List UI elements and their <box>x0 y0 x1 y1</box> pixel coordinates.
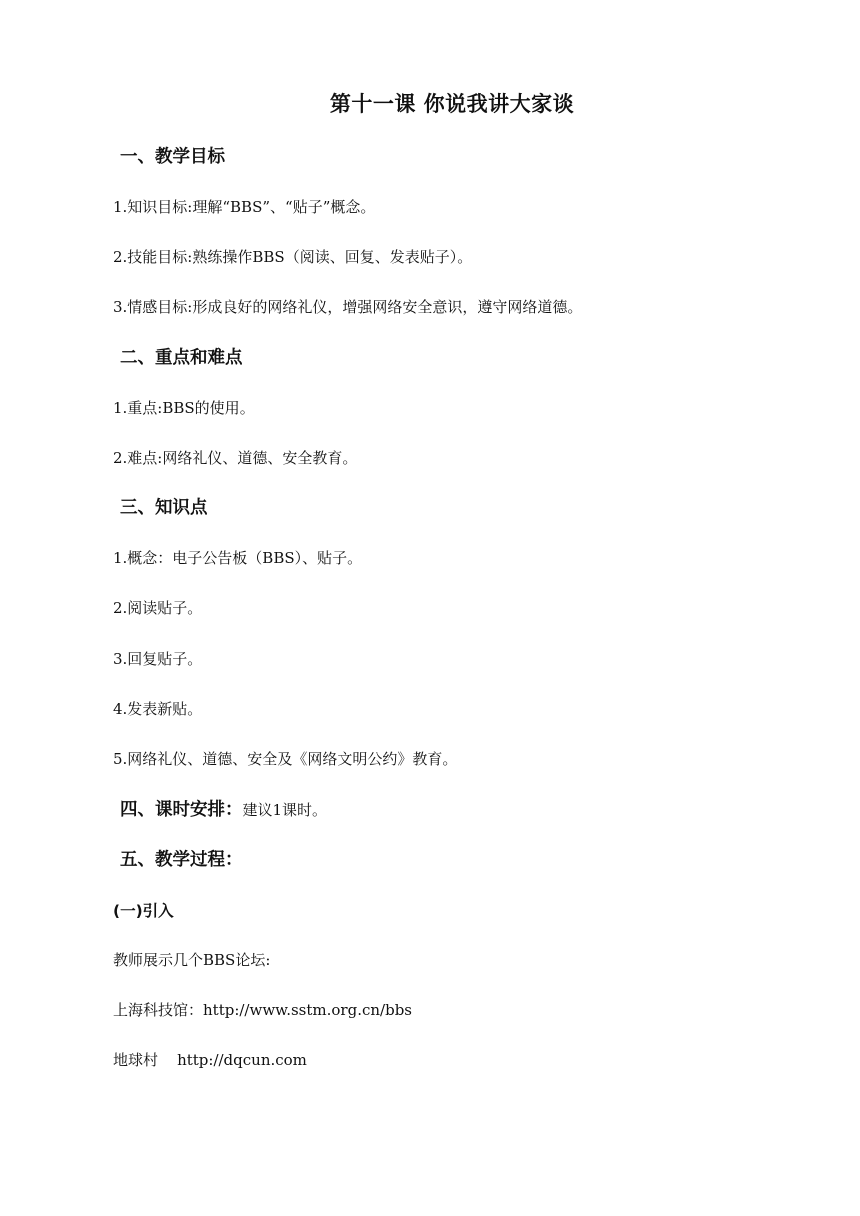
objective-knowledge: 1.知识目标:理解“BBS”、“贴子”概念。 <box>113 198 376 216</box>
section-heading-schedule <box>120 796 327 821</box>
knowledge-item-read: 2.阅读贴子。 <box>113 599 203 617</box>
forum-link-sstm: 上海科技馆：http://www.sstm.org.cn/bbs <box>113 1001 412 1019</box>
knowledge-item-etiquette: 5.网络礼仪、道德、安全及《网络文明公约》教育。 <box>113 750 458 768</box>
schedule-note: 建议1课时。 <box>242 801 328 819</box>
difficult-point: 2.难点:网络礼仪、道德、安全教育。 <box>113 449 358 467</box>
schedule-heading-label: 四、课时安排： <box>120 800 243 820</box>
subheading-introduction: (一)引入 <box>113 902 174 920</box>
knowledge-item-post: 4.发表新贴。 <box>113 700 203 718</box>
lesson-title: 第十一课 你说我讲大家谈 <box>329 92 575 116</box>
objective-emotion: 3.情感目标:形成良好的网络礼仪，增强网络安全意识，遵守网络道德。 <box>113 298 583 316</box>
objective-skill: 2.技能目标:熟练操作BBS（阅读、回复、发表贴子）。 <box>113 248 473 266</box>
forum-link-dqcun: 地球村 http://dqcun.com <box>113 1051 307 1069</box>
knowledge-item-reply: 3.回复贴子。 <box>113 650 203 668</box>
section-heading-key-points: 二、重点和难点 <box>120 348 243 368</box>
key-point: 1.重点:BBS的使用。 <box>113 399 255 417</box>
knowledge-item-concept: 1.概念：电子公告板（BBS）、贴子。 <box>113 549 363 567</box>
section-heading-process: 五、教学过程： <box>120 850 243 870</box>
process-intro-text: 教师展示几个BBS论坛: <box>113 951 271 969</box>
section-heading-objectives: 一、教学目标 <box>120 147 225 167</box>
section-heading-knowledge: 三、知识点 <box>120 498 208 518</box>
